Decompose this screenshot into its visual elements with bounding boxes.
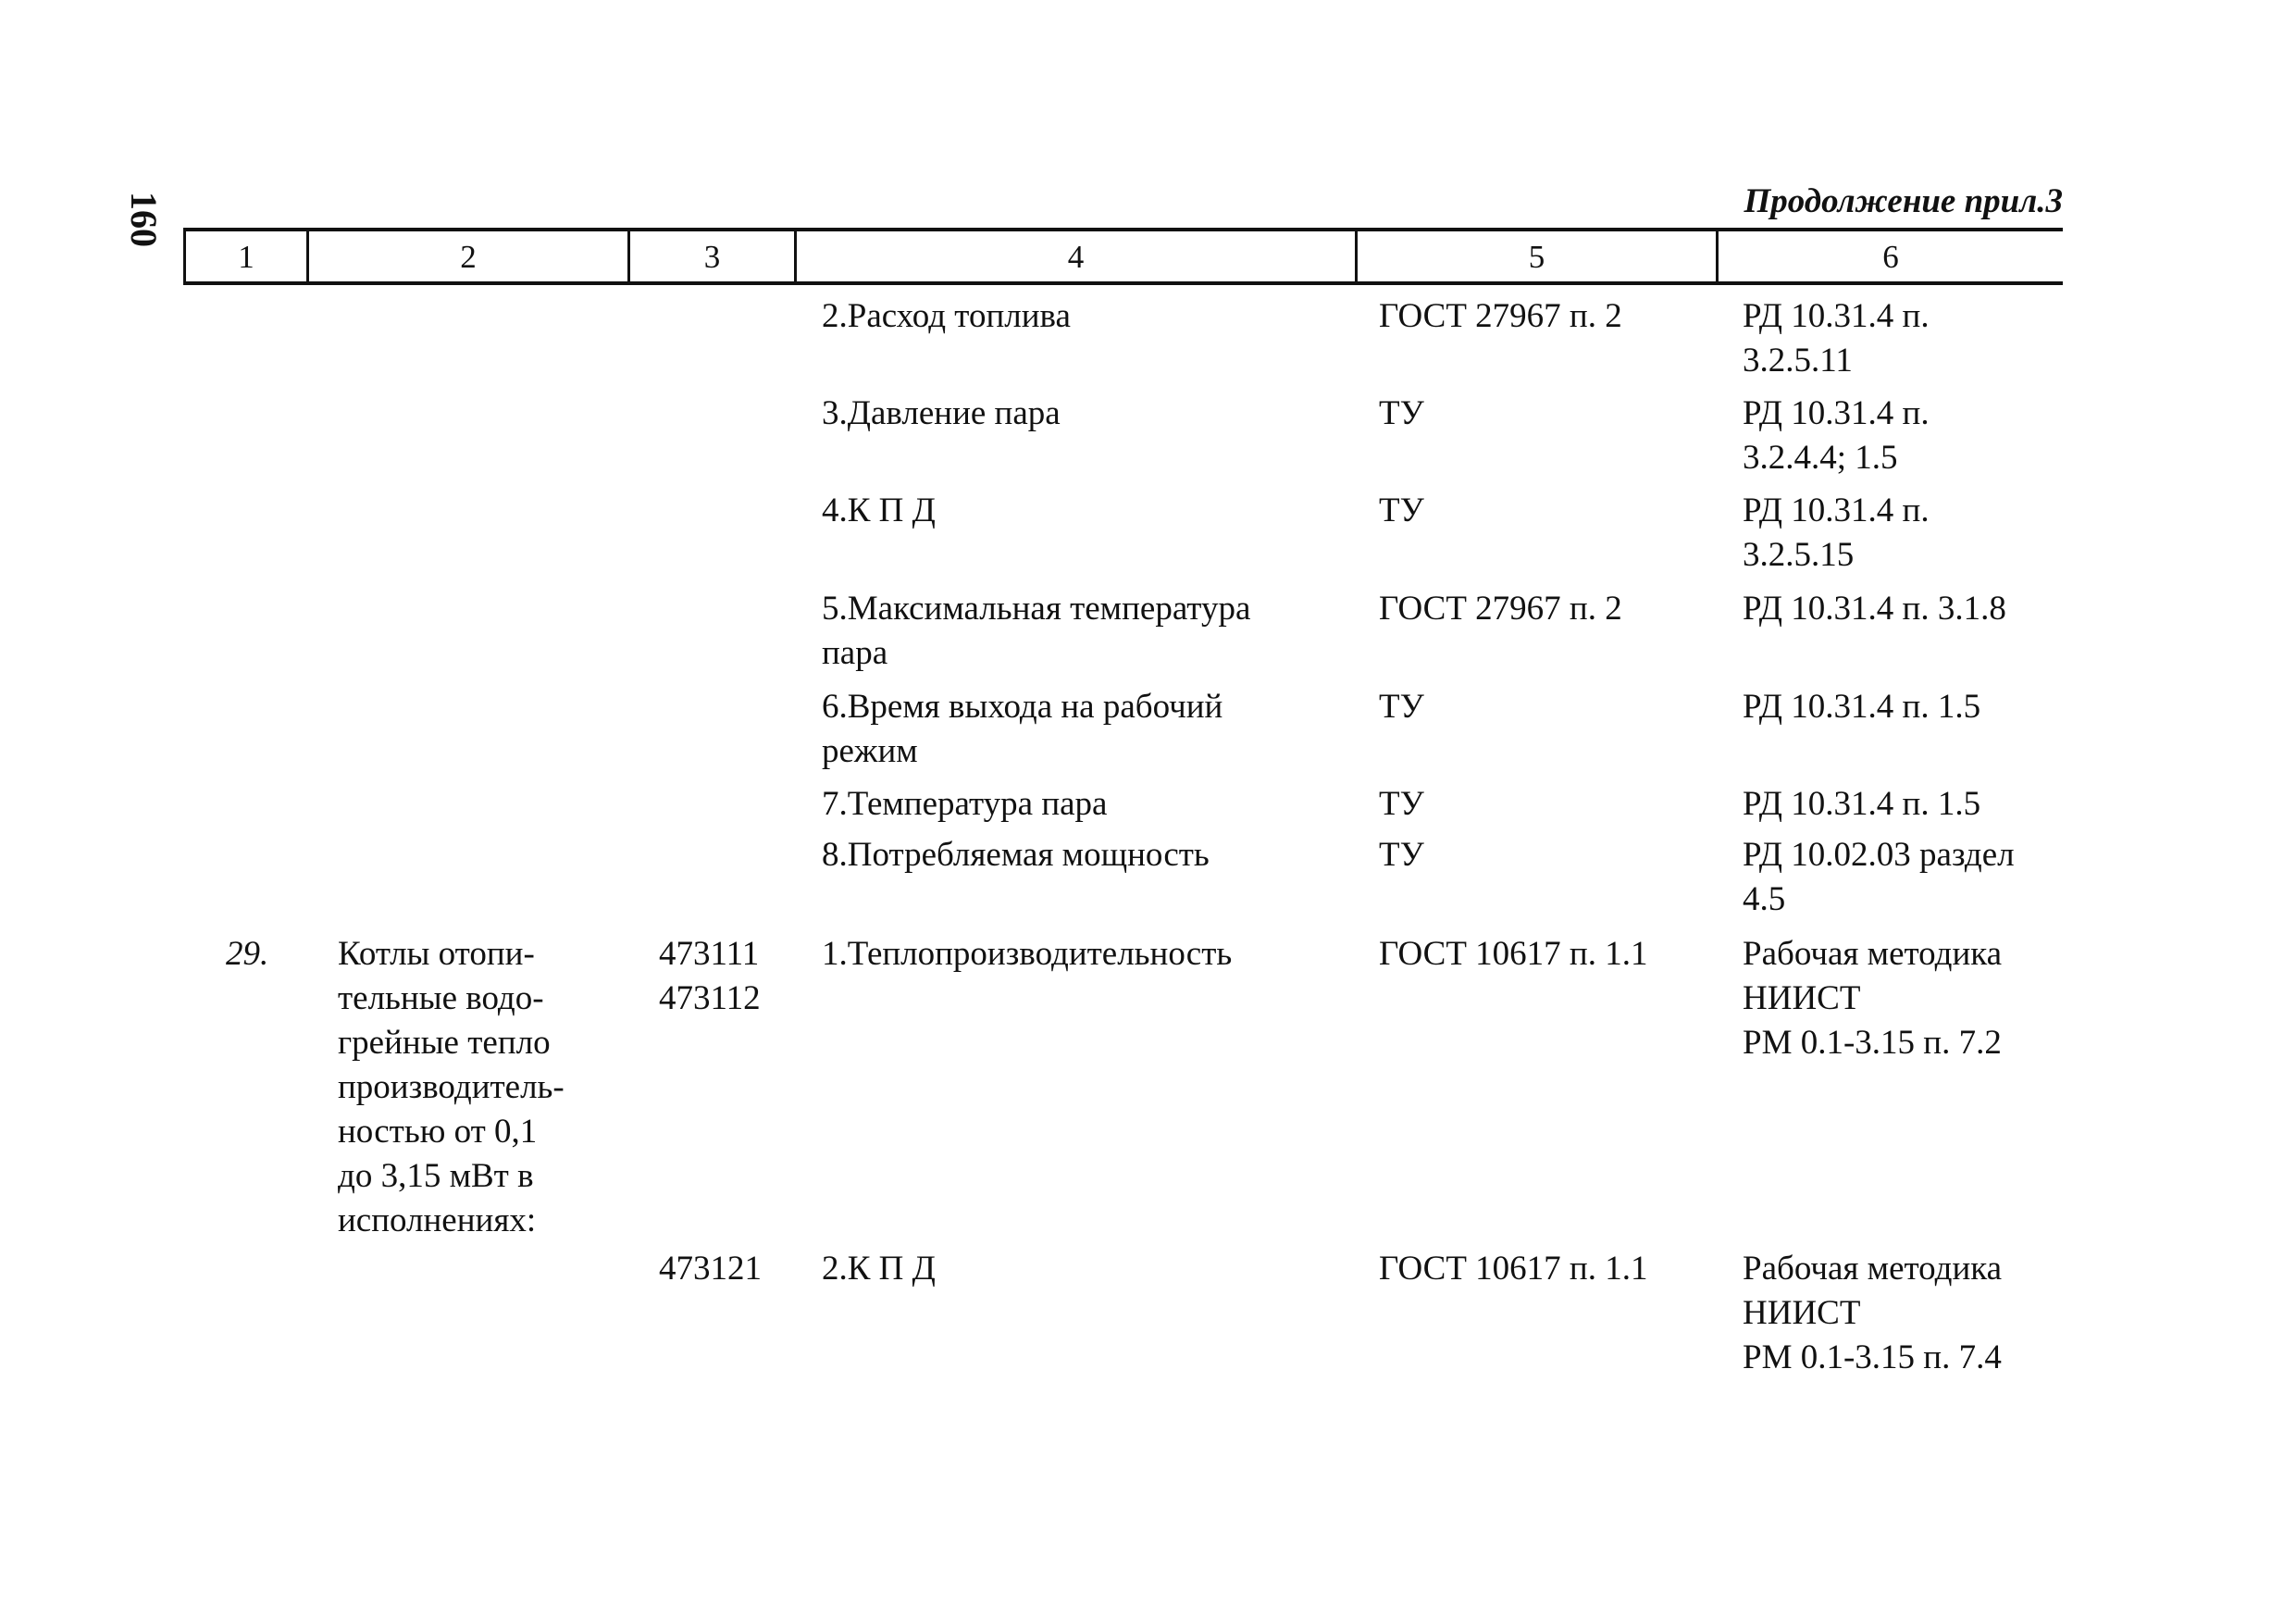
text-line: 1.Теплопроизводительность — [822, 935, 1233, 973]
standard-cell — [1379, 294, 1622, 339]
standard-cell — [1379, 833, 1424, 877]
text-line: ТУ — [1379, 492, 1424, 529]
text-line: 2.Расход топлива — [822, 297, 1071, 335]
item-number-cell — [226, 932, 268, 977]
standard-cell — [1379, 392, 1424, 436]
text-line: до 3,15 мВт в — [338, 1157, 534, 1195]
text-line: РМ 0.1-3.15 п. 7.2 — [1743, 1024, 2002, 1062]
column-number: 6 — [1882, 239, 1899, 275]
text-line: ГОСТ 10617 п. 1.1 — [1379, 1250, 1648, 1288]
parameter-cell — [822, 833, 1210, 877]
parameter-cell — [822, 1247, 936, 1291]
product-cell — [338, 932, 565, 1243]
text-line: ТУ — [1379, 785, 1424, 823]
text-line: пара — [822, 634, 888, 672]
parameter-cell — [822, 782, 1107, 827]
standard-cell — [1379, 489, 1424, 533]
method-cell — [1743, 294, 1930, 383]
text-line: ГОСТ 10617 п. 1.1 — [1379, 935, 1648, 973]
standard-cell — [1379, 932, 1647, 977]
parameter-cell — [822, 489, 936, 533]
text-line: 473112 — [659, 979, 761, 1017]
text-line: РД 10.31.4 п. — [1743, 394, 1930, 432]
column-number: 4 — [1067, 239, 1085, 275]
text-line: 3.2.4.4; 1.5 — [1743, 439, 1898, 477]
column-number: 5 — [1528, 239, 1545, 275]
method-cell — [1743, 833, 2015, 922]
method-cell — [1743, 489, 1930, 578]
code-cell — [659, 1247, 762, 1291]
text-line: 4.К П Д — [822, 492, 936, 529]
table-header-rule — [183, 281, 2063, 285]
text-line: РД 10.31.4 п. 1.5 — [1743, 688, 1981, 726]
parameter-cell — [822, 932, 1232, 977]
method-cell — [1743, 685, 1980, 729]
parameter-cell — [822, 392, 1061, 436]
text-line: Рабочая методика — [1743, 935, 2003, 973]
text-line: 3.Давление пара — [822, 394, 1061, 432]
parameter-cell — [822, 685, 1222, 774]
text-line: РД 10.31.4 п. — [1743, 492, 1930, 529]
text-line: НИИСТ — [1743, 979, 1861, 1017]
page-number: 160 — [123, 192, 165, 247]
text-line: 4.5 — [1743, 880, 1786, 918]
code-cell — [659, 932, 761, 1021]
method-cell — [1743, 1247, 2002, 1380]
text-line: Котлы отопи- — [338, 935, 535, 973]
column-number: 1 — [238, 239, 254, 275]
text-line: 5.Максимальная температура — [822, 590, 1251, 628]
text-line: РМ 0.1-3.15 п. 7.4 — [1743, 1338, 2002, 1376]
parameter-cell — [822, 294, 1071, 339]
parameter-cell — [822, 587, 1250, 676]
text-line: ГОСТ 27967 п. 2 — [1379, 297, 1622, 335]
text-line: 473121 — [659, 1250, 762, 1288]
table-top-rule — [183, 228, 2063, 231]
column-number: 3 — [703, 239, 721, 275]
text-line: 29. — [226, 935, 269, 973]
text-line: ТУ — [1379, 688, 1424, 726]
standard-cell — [1379, 685, 1424, 729]
text-line: 8.Потребляемая мощность — [822, 836, 1210, 874]
text-line: режим — [822, 732, 918, 770]
text-line: 2.К П Д — [822, 1250, 936, 1288]
text-line: РД 10.31.4 п. — [1743, 297, 1930, 335]
text-line: тельные водо- — [338, 979, 544, 1017]
standard-cell — [1379, 1247, 1647, 1291]
text-line: НИИСТ — [1743, 1294, 1861, 1332]
text-line: ТУ — [1379, 394, 1424, 432]
text-line: ностью от 0,1 — [338, 1113, 538, 1151]
text-line: 3.2.5.11 — [1743, 342, 1853, 380]
text-line: грейные тепло — [338, 1024, 551, 1062]
text-line: РД 10.02.03 раздел — [1743, 836, 2015, 874]
method-cell — [1743, 782, 1980, 827]
text-line: ГОСТ 27967 п. 2 — [1379, 590, 1622, 628]
text-line: ТУ — [1379, 836, 1424, 874]
text-line: производитель- — [338, 1068, 565, 1106]
column-number: 2 — [460, 239, 477, 275]
method-cell — [1743, 587, 2006, 631]
text-line: РД 10.31.4 п. 3.1.8 — [1743, 590, 2006, 628]
standard-cell — [1379, 782, 1424, 827]
text-line: 473111 — [659, 935, 760, 973]
text-line: 6.Время выхода на рабочий — [822, 688, 1223, 726]
text-line: 7.Температура пара — [822, 785, 1108, 823]
standard-cell — [1379, 587, 1622, 631]
method-cell — [1743, 932, 2002, 1065]
text-line: РД 10.31.4 п. 1.5 — [1743, 785, 1981, 823]
text-line: Рабочая методика — [1743, 1250, 2003, 1288]
continuation-label: Продолжение прил.3 — [1744, 182, 2063, 220]
text-line: 3.2.5.15 — [1743, 536, 1855, 574]
method-cell — [1743, 392, 1930, 480]
text-line: исполнениях: — [338, 1201, 537, 1239]
